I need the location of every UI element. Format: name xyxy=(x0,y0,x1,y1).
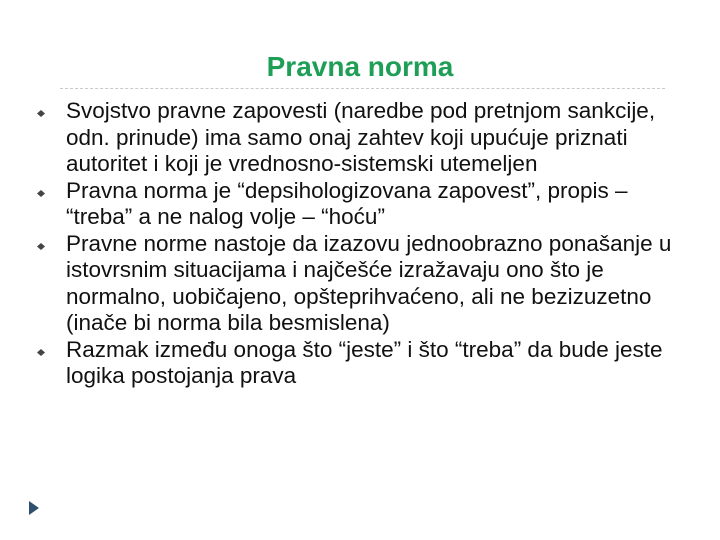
bullet-text: Svojstvo pravne zapovesti (naredbe pod pretnjom sankcije, odn. prinude) ima samo onaj zahtev koji upućuje priznati autoritet i koji je vrednosno-sistemski utemeljen xyxy=(66,98,656,176)
bullet-item xyxy=(36,231,696,337)
bullet-text: Pravne norme nastoje da izazovu jednoobrazno ponašanje u istovrsnim situacijama i najčešće izražavaju ono što je normalno, uobičajeno, opšteprihvaćeno, ali ne bezizuzetno (inače bi norma bila besmislena) xyxy=(66,230,672,335)
bullet-icon xyxy=(36,189,46,198)
bullet-item xyxy=(36,337,696,390)
bullet-icon xyxy=(36,242,46,251)
bullet-list xyxy=(36,98,696,390)
bullet-text: Razmak između onoga što “jeste” i što “treba” da bude jeste logika postojanja prava xyxy=(66,336,663,388)
bullet-item xyxy=(36,98,696,178)
title-divider xyxy=(60,88,665,89)
play-arrow-icon[interactable] xyxy=(28,500,40,516)
bullet-item xyxy=(36,178,696,231)
bullet-icon xyxy=(36,348,46,357)
bullet-text: Pravna norma je “depsihologizovana zapovest”, propis – “treba” a ne nalog volje – “hoću” xyxy=(66,177,628,229)
bullet-icon xyxy=(36,109,46,118)
slide-title: Pravna norma xyxy=(266,51,454,82)
